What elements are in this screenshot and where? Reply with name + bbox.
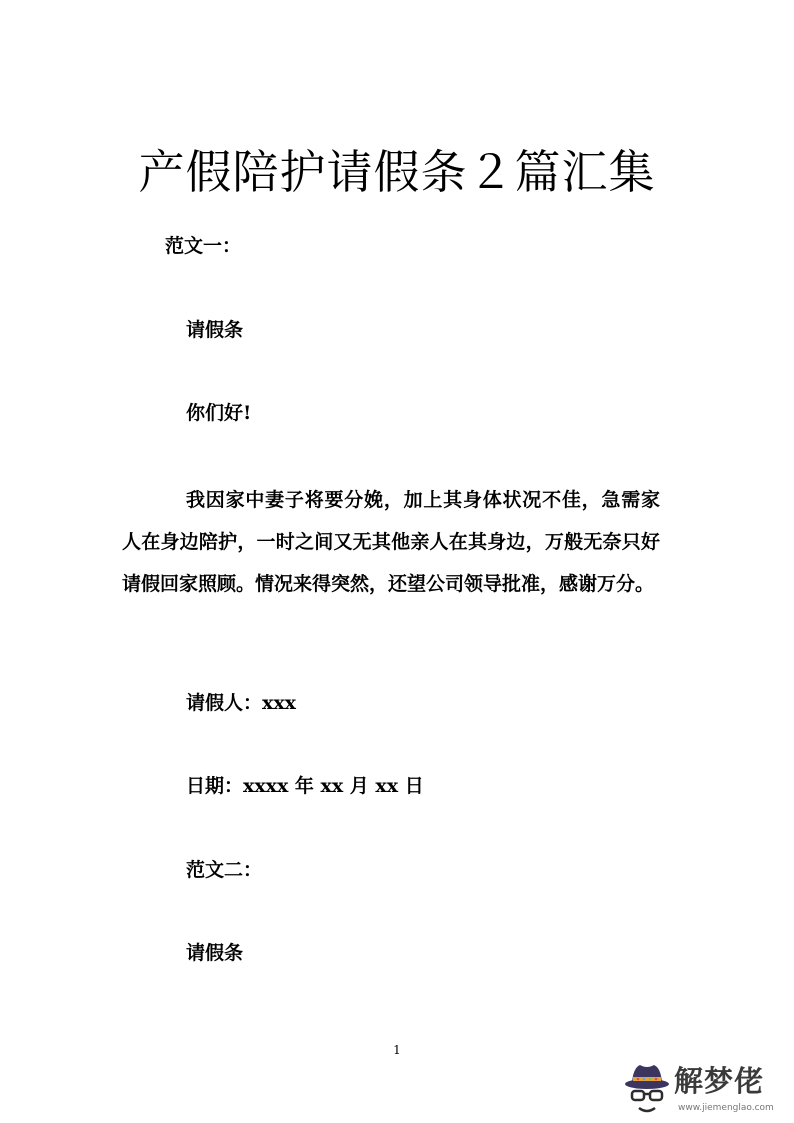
section-2-heading: 范文二： xyxy=(186,859,263,881)
page-number: 1 xyxy=(393,1043,401,1057)
section-1-heading: 范文一： xyxy=(165,235,242,257)
detective-hat-glasses-icon xyxy=(624,1060,670,1118)
site-watermark xyxy=(622,1058,790,1120)
watermark-url: www.jiemenglao.com xyxy=(678,1103,774,1113)
letter-body: 我因家中妻子将要分娩，加上其身体状况不佳，急需家人在身边陪护，一时之间又无其他亲人在其身边，万般无奈只好请假回家照顾。情况来得突然，还望公司领导批准，感谢万分。 xyxy=(122,489,660,595)
letter-1-heading: 请假条 xyxy=(186,319,244,341)
document-title: 产假陪护请假条２篇汇集 xyxy=(138,145,656,199)
salutation: 你们好! xyxy=(186,402,252,424)
watermark-site-name: 解梦佬 xyxy=(674,1064,765,1098)
date-line: 日期：xxxx 年 xx 月 xx 日 xyxy=(186,775,424,797)
requester-line: 请假人：xxx xyxy=(186,692,296,714)
letter-2-heading: 请假条 xyxy=(186,942,244,964)
